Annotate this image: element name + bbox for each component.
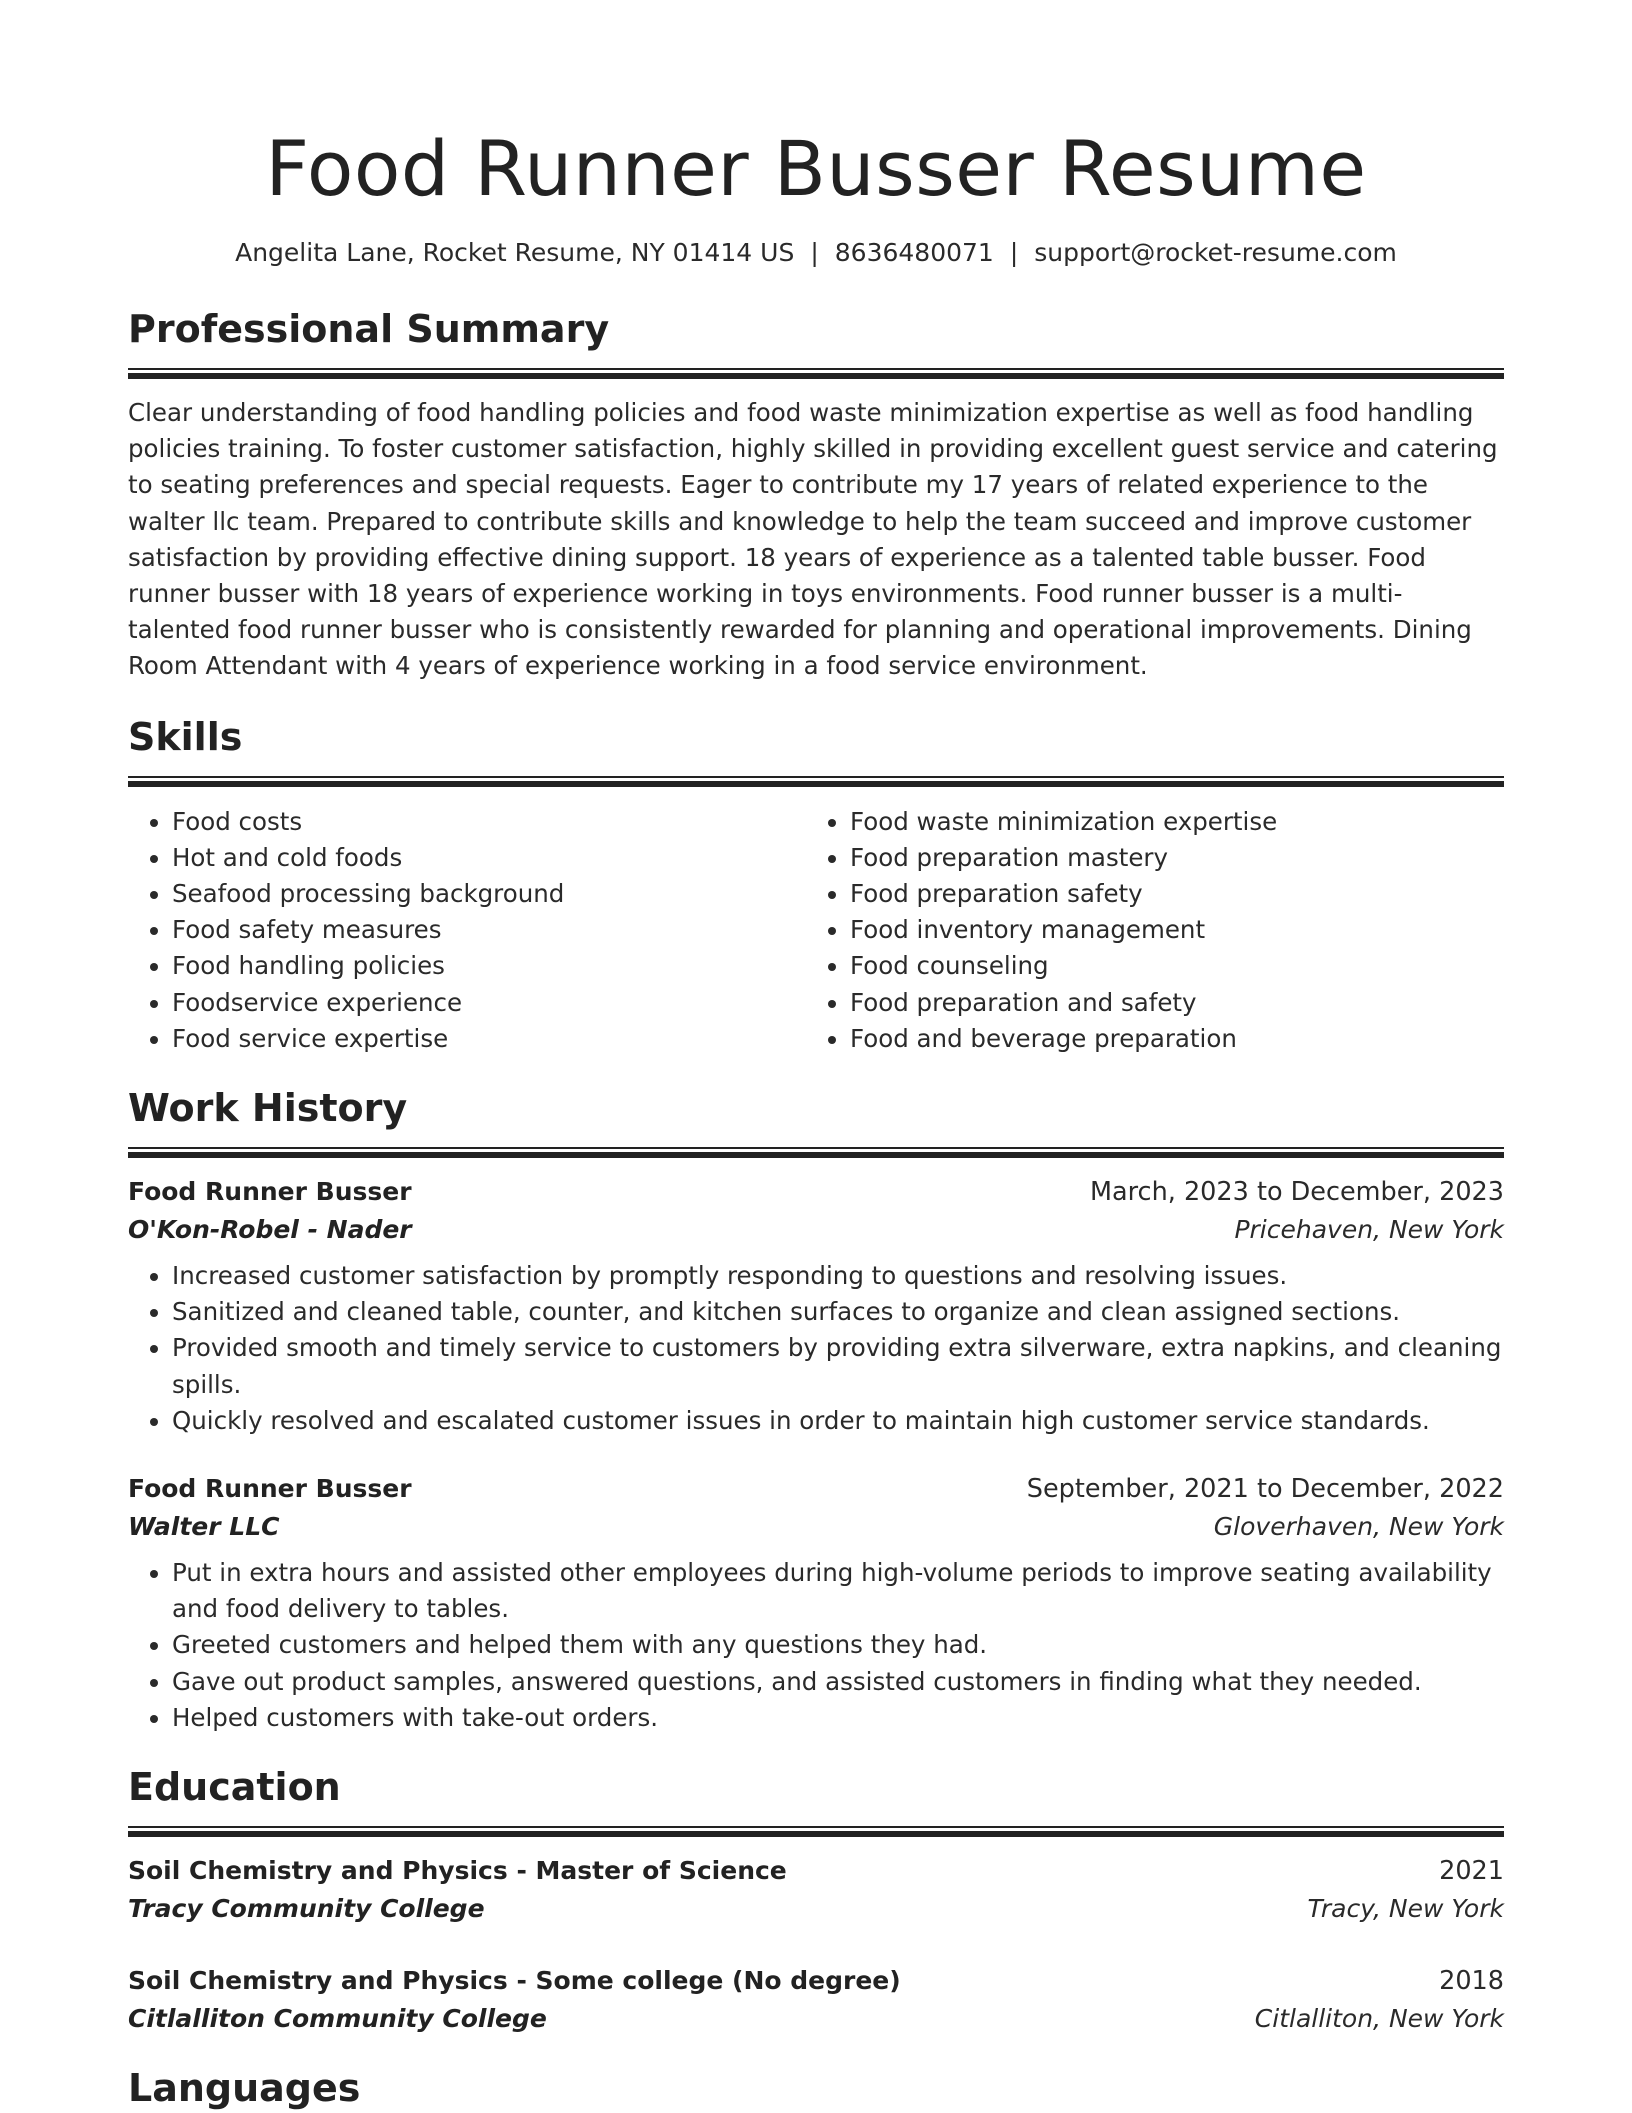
contact-separator: | (810, 238, 819, 267)
education-section (128, 1762, 1504, 2039)
education-header (128, 1853, 1504, 1889)
section-divider (128, 1147, 1504, 1158)
skill-item: • Food preparation safety (850, 876, 1484, 912)
resume-page (128, 0, 1504, 2113)
skill-item: • Hot and cold foods (172, 840, 806, 876)
job-title: Food Runner Busser (128, 1474, 412, 1504)
skill-item: • Food costs (172, 804, 806, 840)
job-bullet: • Quickly resolved and escalated customer issues in order to maintain high customer service standards. (172, 1403, 1504, 1439)
job-subheader (128, 1507, 1504, 1547)
section-heading: Education (128, 1765, 341, 1810)
job-header (128, 1174, 1504, 1210)
section-heading: Work History (128, 1086, 408, 1131)
work-section (128, 1083, 1504, 1736)
skills-list-left (128, 804, 806, 1057)
section-divider (128, 776, 1504, 787)
skill-item: • Food inventory management (850, 912, 1484, 948)
job-entry (128, 1471, 1504, 1736)
skill-item: • Food preparation and safety (850, 985, 1484, 1021)
job-subheader (128, 1210, 1504, 1250)
skill-item: • Food safety measures (172, 912, 806, 948)
job-bullet: • Increased customer satisfaction by promptly responding to questions and resolving issues. (172, 1258, 1504, 1294)
job-bullet: • Provided smooth and timely service to customers by providing extra silverware, extra napkins, and cleaning spills. (172, 1330, 1504, 1402)
education-year: 2021 (1439, 1856, 1504, 1887)
job-bullet: • Sanitized and cleaned table, counter, and kitchen surfaces to organize and clean assigned sections. (172, 1294, 1504, 1330)
section-divider (128, 368, 1504, 379)
job-header (128, 1471, 1504, 1507)
job-location: Pricehaven, New York (1234, 1215, 1504, 1245)
job-dates: March, 2023 to December, 2023 (1090, 1177, 1504, 1208)
skill-item: • Food preparation mastery (850, 840, 1484, 876)
job-bullet: • Put in extra hours and assisted other employees during high-volume periods to improve seating availability and food delivery to tables. (172, 1555, 1504, 1627)
education-location: Citlalliton, New York (1254, 2004, 1504, 2034)
education-header (128, 1963, 1504, 1999)
job-bullet: • Helped customers with take-out orders. (172, 1700, 1504, 1736)
languages-section (128, 2063, 1504, 2113)
skill-item: • Seafood processing background (172, 876, 806, 912)
contact-phone: 8636480071 (834, 238, 994, 267)
skill-item: • Food service expertise (172, 1021, 806, 1057)
education-subheader (128, 1999, 1504, 2039)
education-school: Tracy Community College (128, 1894, 485, 1924)
job-company: O'Kon-Robel - Nader (128, 1215, 412, 1245)
skill-item: • Food counseling (850, 948, 1484, 984)
section-heading: Skills (128, 714, 243, 759)
skill-item: • Foodservice experience (172, 985, 806, 1021)
skill-item: • Food handling policies (172, 948, 806, 984)
skill-item: • Food and beverage preparation (850, 1021, 1484, 1057)
summary-section (128, 304, 1504, 685)
section-heading: Professional Summary (128, 307, 610, 351)
skill-item: • Food waste minimization expertise (850, 804, 1484, 840)
contact-separator: | (1009, 238, 1019, 267)
job-entry (128, 1174, 1504, 1439)
education-entry (128, 1963, 1504, 2039)
job-company: Walter LLC (128, 1512, 280, 1542)
job-bullet: • Gave out product samples, answered questions, and assisted customers in finding what they needed. (172, 1664, 1504, 1700)
education-subheader (128, 1889, 1504, 1929)
job-bullets (128, 1258, 1504, 1439)
contact-email[interactable]: support@rocket-resume.com (1034, 238, 1397, 267)
education-degree: Soil Chemistry and Physics - Some college (No degree) (128, 1966, 901, 1996)
education-entry (128, 1853, 1504, 1929)
job-location: Gloverhaven, New York (1213, 1512, 1504, 1542)
education-location: Tracy, New York (1307, 1894, 1504, 1924)
job-bullet: • Greeted customers and helped them with any questions they had. (172, 1627, 1504, 1663)
section-divider (128, 1826, 1504, 1837)
skills-list-right (806, 804, 1484, 1057)
job-title: Food Runner Busser (128, 1177, 412, 1207)
education-degree: Soil Chemistry and Physics - Master of Science (128, 1856, 787, 1886)
job-bullets (128, 1555, 1504, 1736)
contact-line (128, 236, 1504, 270)
skills-section (128, 712, 1504, 1057)
job-dates: September, 2021 to December, 2022 (1026, 1474, 1504, 1505)
resume-title: Food Runner Busser Resume (265, 124, 1367, 213)
skills-columns (128, 804, 1504, 1057)
contact-address: Angelita Lane, Rocket Resume, NY 01414 US (235, 238, 795, 267)
education-school: Citlalliton Community College (128, 2004, 547, 2034)
education-year: 2018 (1439, 1966, 1504, 1997)
summary-text: Clear understanding of food handling policies and food waste minimization expertise as well as food handling policies training. To foster customer satisfaction, highly skilled in providing excellent guest service and catering to seating preferences and special requests. Eager to contribute my 17 years of related experience to the walter llc team. Prepared to contribute skills and knowledge to help the team succeed and improve customer satisfaction by providing effective dining support. 18 years of experience as a talented table busser. Food runner busser with 18 years of experience working in toys environments. Food runner busser is a multi-talented food runner busser who is consistently rewarded for planning and operational improvements. Dining Room Attendant with 4 years of experience working in a food service environment. (128, 398, 1498, 681)
section-heading: Languages (128, 2066, 361, 2111)
